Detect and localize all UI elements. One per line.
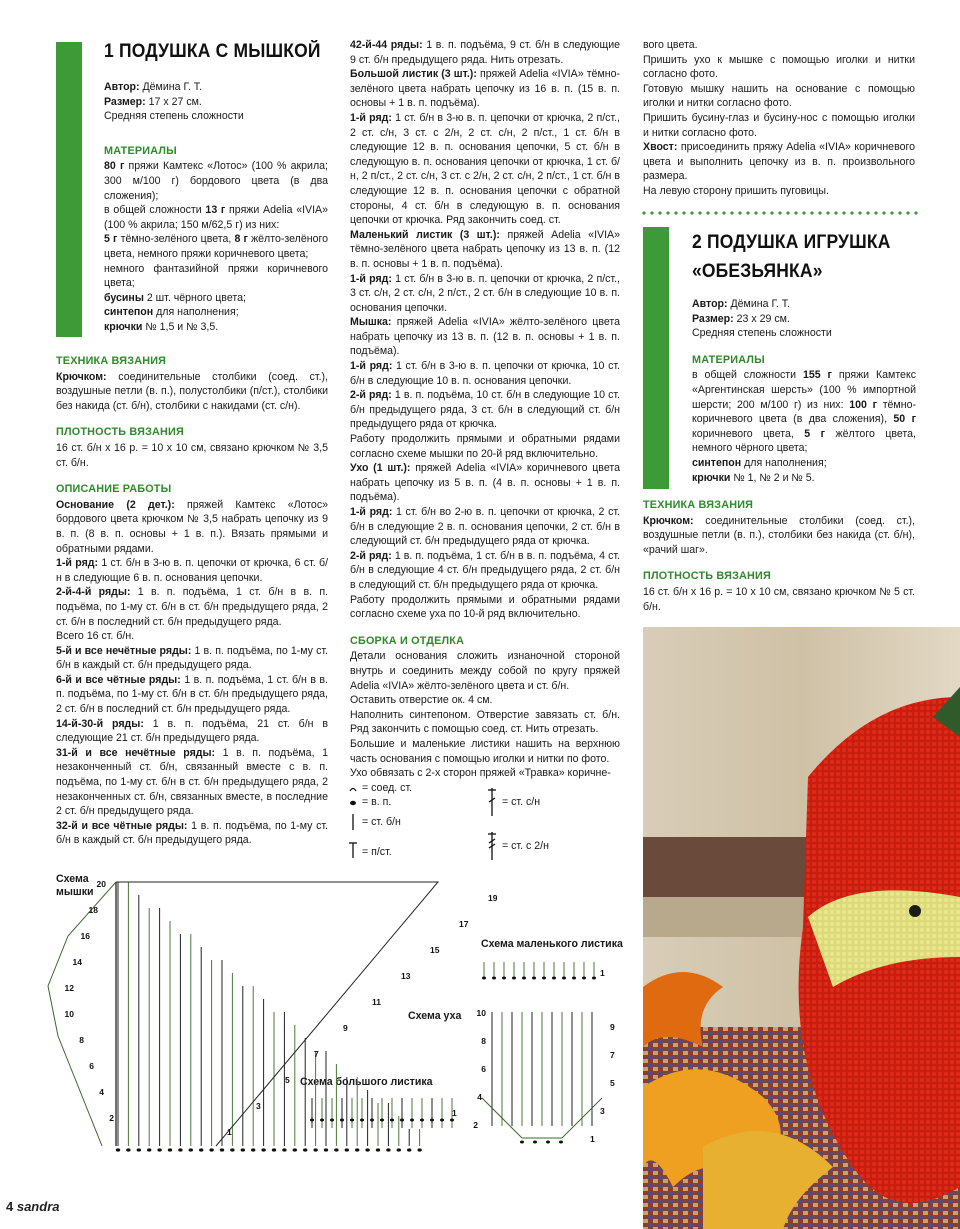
- legend-double-crochet: = ст. с/н: [502, 796, 541, 808]
- chain-dot: [400, 1119, 404, 1122]
- technique-heading: ТЕХНИКА ВЯЗАНИЯ: [56, 355, 167, 367]
- row-number: 16: [80, 931, 90, 941]
- difficulty: Средняя степень сложности: [692, 327, 832, 340]
- chain-dot: [397, 1148, 401, 1151]
- chain-symbol: [350, 801, 356, 805]
- desc-para: Основание (2 дет.): пряжей Камтекс «Лотос» бордового цвета крючком № 3,5 набрать цепочку из 9 в. п. (8 в. п. основы + 1 в. п.). Вязать прямыми и обратными рядами.: [56, 498, 329, 555]
- legend-chain: = в. п.: [362, 796, 392, 808]
- chain-dot: [230, 1148, 234, 1151]
- article2-technique: [643, 498, 915, 614]
- column-3: [643, 38, 915, 199]
- row-number: 5: [610, 1078, 615, 1088]
- chain-dot: [420, 1119, 424, 1122]
- material-item: 80 г пряжи Камтекс «Лотос» (100 % акрила; 300 м/100 г) бордового цвета (в два сложения);: [104, 160, 328, 202]
- chain-dot: [137, 1148, 141, 1151]
- material-item: крючки № 1, № 2 и № 5.: [692, 471, 815, 484]
- row-number: 9: [343, 1023, 348, 1033]
- row-number: 6: [89, 1061, 94, 1071]
- chain-dot: [533, 1141, 537, 1144]
- chain-dot: [324, 1148, 328, 1151]
- chain-dot: [350, 1119, 354, 1122]
- assembly-para: вого цвета.: [643, 39, 698, 51]
- material-item: немного фантазийной пряжи коричневого цвета;: [104, 262, 328, 290]
- chain-dot: [282, 1148, 286, 1151]
- column-2: [350, 38, 620, 781]
- desc-para: 1-й ряд: 1 ст. б/н в 3-ю в. п. цепочки от крючка, 6 ст. б/н в следующие 6 в. п. основания цепочки.: [56, 557, 329, 584]
- row-number: 13: [401, 971, 411, 981]
- chain-dot: [303, 1148, 307, 1151]
- chain-dot: [360, 1119, 364, 1122]
- row-number: 3: [256, 1101, 261, 1111]
- density-text: 16 ст. б/н х 16 р. = 10 х 10 см, связано крючком № 5 ст. б/н.: [643, 585, 915, 613]
- assembly-para: Наполнить синтепоном. Отверстие завязать ст. б/н. Ряд закончить с помощью соед. ст. Нить отрезать.: [350, 708, 620, 736]
- row-number: 8: [481, 1036, 486, 1046]
- chain-dot: [365, 1148, 369, 1151]
- row-number: 10: [476, 1008, 486, 1018]
- accent-bar: [56, 42, 82, 337]
- article2-title-line2: «ОБЕЗЬЯНКА»: [692, 261, 823, 282]
- chain-dot: [340, 1119, 344, 1122]
- materials-heading: МАТЕРИАЛЫ: [692, 353, 765, 366]
- desc-para: 2-й ряд: 1 в. п. подъёма, 10 ст. б/н в следующие 10 ст. б/н предыдущего ряда, 3 ст. б/н в следующий ст. б/н предыдущего ряда от крючка.: [350, 389, 620, 431]
- material-item: бусины 2 шт. чёрного цвета;: [104, 291, 246, 304]
- row-number: 3: [600, 1106, 605, 1116]
- chain-dot: [562, 977, 566, 980]
- crochet-schemes: [0, 870, 640, 1190]
- chain-dot: [157, 1148, 161, 1151]
- chain-dot: [482, 977, 486, 980]
- assembly-para: Оставить отверстие ок. 4 см.: [350, 694, 493, 707]
- desc-para: 5-й и все нечётные ряды: 1 в. п. подъёма, по 1-му ст. б/н в каждый ст. б/н предыдущего ряда.: [56, 644, 329, 672]
- row-number: 1: [600, 968, 605, 978]
- assembly-para: Хвост: присоединить пряжу Adelia «IVIA» коричневого цвета и выполнить цепочку из в. п. произвольного размера.: [643, 141, 915, 183]
- chain-dot: [199, 1148, 203, 1151]
- material-item: крючки № 1,5 и № 3,5.: [104, 320, 219, 333]
- chain-dot: [390, 1119, 394, 1122]
- size-line: Размер: 17 х 27 см.: [104, 95, 202, 108]
- assembly-heading: СБОРКА И ОТДЕЛКА: [350, 634, 465, 647]
- materials-heading: МАТЕРИАЛЫ: [104, 144, 177, 157]
- material-item: синтепон для наполнения;: [104, 306, 239, 319]
- material-item: в общей сложности 13 г пряжи Adelia «IVIA» (100 % акрила; 150 м/62,5 г) из них:: [104, 204, 328, 231]
- technique-text: Крючком: соединительные столбики (соед. ст.), воздушные петли (в. п.), столбики без накида (ст. б/н), «рачий шаг».: [643, 514, 915, 556]
- row-number: 2: [473, 1120, 478, 1130]
- legend-half-double: = п/ст.: [362, 846, 392, 858]
- chain-dot: [417, 1148, 421, 1151]
- chain-dot: [355, 1148, 359, 1151]
- row-number: 15: [430, 945, 440, 955]
- chain-dot: [251, 1148, 255, 1151]
- row-number: 1: [452, 1108, 457, 1118]
- row-number: 12: [64, 983, 74, 993]
- chain-dot: [241, 1148, 245, 1151]
- chain-dot: [386, 1148, 390, 1151]
- desc-para: Работу продолжить прямыми и обратными рядами согласно схеме уха по 10-й ряд включительно.: [350, 593, 620, 621]
- chain-dot: [520, 1141, 524, 1144]
- chain-dot: [502, 977, 506, 980]
- chain-dot: [334, 1148, 338, 1151]
- chain-dot: [430, 1119, 434, 1122]
- legend-slip-stitch: = соед. ст.: [362, 782, 413, 794]
- pillow-photo: [643, 627, 960, 1229]
- dotted-divider: [640, 211, 918, 215]
- chain-dot: [345, 1148, 349, 1151]
- chain-dot: [220, 1148, 224, 1151]
- desc-para: Большой листик (3 шт.): пряжей Adelia «IVIA» тёмно-зелёного цвета набрать цепочку из 16 в. п. (15 в. п. основы + 1 в. п. подъёма).: [350, 68, 620, 110]
- author-line: Автор: Дёмина Г. Т.: [104, 81, 203, 93]
- chain-dot: [370, 1119, 374, 1122]
- row-number: 4: [477, 1092, 482, 1102]
- row-number: 5: [285, 1075, 290, 1085]
- chain-dot: [272, 1148, 276, 1151]
- assembly-para: Ухо обвязать с 2-х сторон пряжей «Травка» коричне-: [350, 767, 611, 780]
- chain-dot: [532, 977, 536, 980]
- mouse-scheme-label: Схема мышки: [56, 873, 94, 898]
- article2-title-line1: 2 ПОДУШКА ИГРУШКА: [692, 232, 891, 253]
- chain-dot: [450, 1119, 454, 1122]
- chain-dot: [592, 977, 596, 980]
- author-line: Автор: Дёмина Г. Т.: [692, 298, 791, 310]
- chain-dot: [552, 977, 556, 980]
- chain-dot: [310, 1119, 314, 1122]
- symbol-legend: [348, 780, 618, 860]
- small-leaf-scheme-label: Схема маленького листика: [481, 938, 623, 950]
- row-number: 2: [109, 1113, 114, 1123]
- density-heading: ПЛОТНОСТЬ ВЯЗАНИЯ: [643, 570, 771, 583]
- desc-para: 2-й ряд: 1 в. п. подъёма, 1 ст. б/н в в. п. подъёма, 4 ст. б/н в следующие 4 ст. б/н предыдущего ряда, 2 ст. б/н в следующий ст. б/н предыдущего ряда от крючка.: [350, 549, 621, 591]
- chain-dot: [189, 1148, 193, 1151]
- chain-dot: [376, 1148, 380, 1151]
- desc-para: 42-й-44 ряды: 1 в. п. подъёма, 9 ст. б/н в следующие 9 ст. б/н предыдущего ряда. Нить отрезать.: [350, 39, 620, 66]
- material-item: 5 г тёмно-зелёного цвета, 8 г жёлто-зелёного цвета, немного пряжи коричневого цвета;: [104, 233, 329, 260]
- chain-dot: [559, 1141, 563, 1144]
- chain-dot: [293, 1148, 297, 1151]
- assembly-para: На левую сторону пришить пуговицы.: [643, 184, 829, 197]
- row-number: 19: [488, 893, 498, 903]
- scheme-outline: [48, 882, 116, 1146]
- desc-para: 1-й ряд: 1 ст. б/н в 3-ю в. п. цепочки от крючка, 10 ст. б/н в следующие 10 в. п. основания цепочки.: [350, 360, 620, 387]
- row-number: 18: [88, 905, 98, 915]
- legend-single-crochet: = ст. б/н: [362, 816, 401, 828]
- desc-para: 6-й и все чётные ряды: 1 в. п. подъёма, 1 ст. б/н в в. п. подъёма, по 1-му ст. б/н в ст. б/н предыдущего ряда, 2 ст. б/н в последний ст. б/н предыдущего ряда.: [56, 673, 328, 716]
- assembly-para: Пришить бусину-глаз и бусину-нос с помощью иголки и нитки согласно фото.: [643, 111, 915, 139]
- material-item: синтепон для наполнения;: [692, 456, 827, 469]
- density-heading: ПЛОТНОСТЬ ВЯЗАНИЯ: [56, 426, 184, 439]
- scheme-outline: [116, 882, 438, 1146]
- description-heading: ОПИСАНИЕ РАБОТЫ: [56, 483, 172, 496]
- technique-text: Крючком: соединительные столбики (соед. ст.), воздушные петли (в. п.), полустолбики (п/ст.), столбики без накида (ст. б/н), столбики с накидами (ст. с/н).: [56, 370, 328, 412]
- assembly-para: Пришить ухо к мышке с помощью иголки и нитки согласно фото.: [643, 53, 915, 81]
- desc-para: Мышка: пряжей Adelia «IVIA» жёлто-зелёного цвета набрать цепочку из 13 в. п. (12 в. п. основы + 1 в. п. подъёма).: [350, 316, 620, 358]
- column-1-lower: [56, 354, 328, 848]
- desc-para: 2-й-4-й ряды: 1 в. п. подъёма, 1 ст. б/н в в. п. подъёма, по 1-му ст. б/н в ст. б/н предыдущего ряда, 2 ст. б/н в последний ст. б/н предыдущего ряда.: [56, 586, 328, 628]
- chain-dot: [542, 977, 546, 980]
- chain-dot: [407, 1148, 411, 1151]
- row-number: 1: [227, 1127, 232, 1137]
- row-number: 4: [99, 1087, 104, 1097]
- chain-dot: [582, 977, 586, 980]
- size-line: Размер: 23 х 29 см.: [692, 312, 790, 325]
- accent-bar: [643, 227, 669, 489]
- legend-treble-crochet: = ст. с 2/н: [502, 840, 549, 852]
- row-number: 7: [610, 1050, 615, 1060]
- column-1: [104, 80, 328, 335]
- desc-para: 14-й-30-й ряды: 1 в. п. подъёма, 21 ст. б/н в следующие 21 ст. б/н предыдущего ряда.: [56, 717, 328, 745]
- technique-heading: ТЕХНИКА ВЯЗАНИЯ: [643, 499, 754, 511]
- chain-dot: [116, 1148, 120, 1151]
- chain-dot: [410, 1119, 414, 1122]
- desc-para: Маленький листик (3 шт.): пряжей Adelia «IVIA» тёмно-зелёного цвета набрать цепочку из 13 в. п. (12 в. п. основы + 1 в. п. подъёма).: [350, 228, 620, 270]
- photo-illustration: [643, 627, 960, 1229]
- row-number: 17: [459, 919, 469, 929]
- desc-para: Ухо (1 шт.): пряжей Adelia «IVIA» коричневого цвета набрать цепочку из 5 в. п. (4 в. п. основы + 1 в. п. подъёма).: [350, 462, 620, 504]
- difficulty: Средняя степень сложности: [104, 110, 244, 123]
- chain-dot: [546, 1141, 550, 1144]
- desc-para: Работу продолжить прямыми и обратными рядами согласно схеме мышки по 20-й ряд включительно.: [350, 433, 620, 460]
- row-number: 11: [372, 997, 381, 1007]
- chain-dot: [572, 977, 576, 980]
- row-number: 1: [590, 1134, 595, 1144]
- assembly-para: Большие и маленькие листики нашить на верхнюю часть основания с помощью иголки и нитки по фото.: [350, 737, 620, 765]
- assembly-para: Готовую мышку нашить на основание с помощью иголки и нитки согласно фото.: [643, 82, 915, 110]
- chain-dot: [209, 1148, 213, 1151]
- chain-dot: [380, 1119, 384, 1122]
- article2-meta: [692, 297, 916, 485]
- row-number: 6: [481, 1064, 486, 1074]
- chain-dot: [313, 1148, 317, 1151]
- magazine-brand: sandra: [13, 1199, 60, 1214]
- slip-stitch-symbol: [350, 789, 356, 792]
- desc-para: 1-й ряд: 1 ст. б/н в 3-ю в. п. цепочки от крючка, 2 п/ст., 2 ст. с/н, 3 ст. с 2/н, 2 ст. с/н, 2 п/ст., 1 ст. б/н в следующие 12 в. п. основания цепочки, 5 ст. б/н в следующую в. п. основания цепочки от крючка, 1 ст. б/н, 2 п/ст., 2 ст. с/н, 3 ст. с 2/н, 2 ст. с/н, 2 п/ст., 1 ст. б/н в следующие 12 в. п. основания цепочки с обратной стороны, 4 ст. б/н в следующую в. п. основания цепочки от крючка. Ряд закончить соед. ст.: [350, 111, 620, 227]
- desc-para: 32-й и все чётные ряды: 1 в. п. подъёма, по 1-му ст. б/н в каждый ст. б/н предыдущего ряда.: [56, 819, 328, 847]
- chain-dot: [320, 1119, 324, 1122]
- row-number: 7: [314, 1049, 319, 1059]
- ear-scheme-label: Схема уха: [408, 1010, 462, 1022]
- assembly-para: Детали основания сложить изнаночной стороной внутрь и соединить между собой по кругу пряжей Adelia «IVIA» жёлто-зелёного цвета и ст. б/н.: [350, 650, 620, 692]
- row-number: 8: [79, 1035, 84, 1045]
- chain-dot: [330, 1119, 334, 1122]
- desc-para: Всего 16 ст. б/н.: [56, 630, 135, 643]
- desc-para: 1-й ряд: 1 ст. б/н в 3-ю в. п. цепочки от крючка, 2 п/ст., 3 ст. с/н, 2 ст. с/н, 2 п/ст., 2 ст. б/н в следующие 10 в. п. основания цепочки.: [350, 272, 620, 314]
- chain-dot: [512, 977, 516, 980]
- density-text: 16 ст. б/н х 16 р. = 10 х 10 см, связано крючком № 3,5 ст. б/н.: [56, 441, 328, 469]
- chain-dot: [168, 1148, 172, 1151]
- chain-dot: [261, 1148, 265, 1151]
- desc-para: 31-й и все нечётные ряды: 1 в. п. подъёма, 1 незаконченный ст. б/н, связанный вместе с в. п. подъёма, по 1-му ст. б/н в ст. б/н предыдущего ряда, 2 незаконченных ст. б/н, связанных вместе, в последние 2 ст. б/н предыдущего ряда.: [56, 746, 328, 818]
- chain-dot: [522, 977, 526, 980]
- chain-dot: [440, 1119, 444, 1122]
- chain-dot: [492, 977, 496, 980]
- article1-title: 1 ПОДУШКА С МЫШКОЙ: [104, 41, 321, 62]
- chain-dot: [147, 1148, 151, 1151]
- page-footer: [6, 1199, 59, 1214]
- row-number: 9: [610, 1022, 615, 1032]
- page-number: 4: [6, 1199, 14, 1214]
- big-leaf-scheme-label: Схема большого листика: [300, 1076, 433, 1088]
- desc-para: 1-й ряд: 1 ст. б/н во 2-ю в. п. цепочки от крючка, 2 ст. б/н в следующие 2 в. п. основания цепочки, 2 ст. б/н в следующий ст. б/н предыдущего ряда от крючка.: [350, 506, 620, 548]
- chain-dot: [126, 1148, 130, 1151]
- row-number: 20: [96, 879, 106, 889]
- chain-dot: [178, 1148, 182, 1151]
- row-number: 10: [64, 1009, 74, 1019]
- material-item: в общей сложности 155 г пряжи Камтекс «Аргентинская шерсть» (100 % импортной шерсти; 200 м/100 г) из них: 100 г тёмно-коричневого цвета (в два сложения), 50 г коричневого цвета, 5 г жёлтого цвета, немного чёрного цвета;: [692, 369, 916, 455]
- row-number: 14: [72, 957, 82, 967]
